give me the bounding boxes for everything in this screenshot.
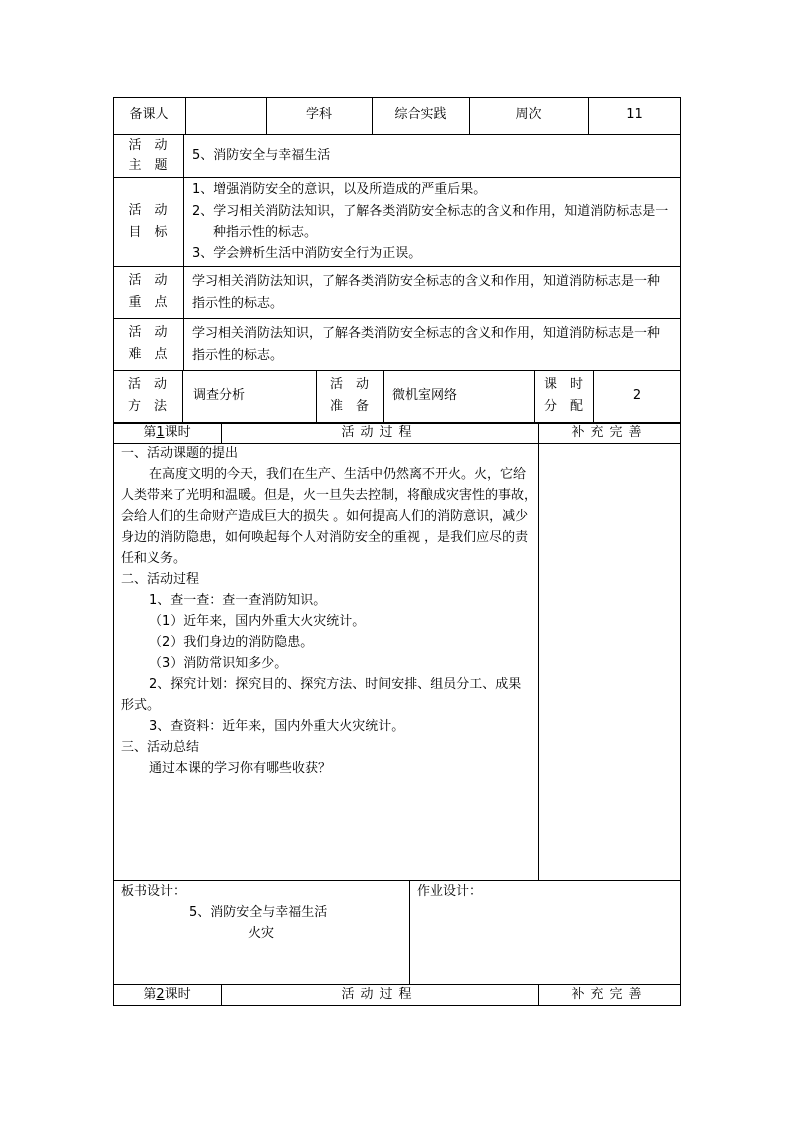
row-divider [113,318,681,319]
goal-line: 1、增强消防安全的意识，以及所造成的严重后果。 [192,182,487,197]
lesson1-supplement-label: 补充完善 [571,425,648,440]
theme-label: 主 题 [128,158,168,173]
key-points-line: 学习相关消防法知识，了解各类消防安全标志的含义和作用，知道消防标志是一种 [192,274,661,289]
key-points-label: 重 点 [128,295,168,310]
design-block [113,880,681,985]
difficulties-line: 学习相关消防法知识，了解各类消防安全标志的含义和作用，知道消防标志是一种 [192,326,661,341]
homework-design-label: 作业设计： [417,884,483,899]
lesson2-process-label: 活动过程 [341,987,418,1002]
lesson1-number-label: 第1课时 [143,425,191,440]
process-line: 身边的消防隐患，如何唤起每个人对消防安全的重视 ，是我们应尽的责 [121,530,529,545]
board-design-line: 火灾 [248,926,275,941]
process-line: 二、活动过程 [121,572,200,587]
lesson1-number: 1 [156,425,165,440]
col-divider [538,443,539,881]
goal-line: 2、学习相关消防法知识，了解各类消防安全标志的含义和作用，知道消防标志是一 [192,204,669,219]
process-line: （1）近年来，国内外重大火灾统计。 [149,614,366,629]
subject-label: 学科 [305,107,332,122]
difficulties-line: 指示性的标志。 [192,348,284,363]
process-line: （3）消防常识知多少。 [149,656,288,671]
goals-label: 目 标 [128,225,168,240]
prep-label: 准 备 [329,399,369,414]
theme-label: 活 动 [128,138,168,153]
key-points-line: 指示性的标志。 [192,296,284,311]
row-divider [113,266,681,267]
process-line: 一、活动课题的提出 [121,446,239,461]
goals-label: 活 动 [128,203,168,218]
process-line: 2、探究计划：探究目的、探究方法、时间安排、组员分工、成果 [149,677,522,692]
method-label: 活 动 [127,377,167,392]
process-line: 会给人们的生命财产造成巨大的损失 。如何提高人们的消防意识，减少 [121,509,529,524]
method-value: 调查分析 [193,388,246,403]
difficulties-label: 难 点 [128,347,168,362]
process-line: 3、查资料：近年来，国内外重大火灾统计。 [149,719,405,734]
goal-line: 3、学会辨析生活中消防安全行为正误。 [192,246,422,261]
difficulties-label: 活 动 [128,325,168,340]
process-line: 任和义务。 [121,551,187,566]
row-divider [113,370,681,371]
process-line: 人类带来了光明和温暖。但是，火一旦失去控制，将酿成灾害性的事故， [121,488,538,503]
board-design-label: 板书设计： [121,884,187,899]
col-divider [185,97,186,134]
week-value: 11 [626,107,643,122]
preparer-label: 备课人 [129,107,169,122]
hours-label: 分 配 [543,399,583,414]
prep-label: 活 动 [329,377,369,392]
process-line: （2）我们身边的消防隐患。 [149,635,314,650]
col-divider [183,134,184,370]
col-divider [182,370,183,423]
key-points-label: 活 动 [128,273,168,288]
col-divider [409,880,410,985]
hours-label: 课 时 [543,377,583,392]
method-label: 方 法 [127,399,167,414]
goal-line: 种指示性的标志。 [213,225,318,240]
process-line: 在高度文明的今天，我们在生产、生活中仍然离不开火。火，它给 [149,467,527,482]
col-divider [383,370,384,423]
prep-value: 微机室网络 [392,388,458,403]
process-line: 形式。 [121,698,161,713]
process-line: 三、活动总结 [121,740,200,755]
theme-value: 5、消防安全与幸福生活 [192,148,331,163]
hours-value: 2 [632,388,642,403]
process-line: 通过本课的学习你有哪些收获？ [149,761,332,776]
lesson2-supplement-label: 补充完善 [571,987,648,1002]
lesson2-number: 2 [156,987,165,1002]
process-line: 1、查一查：查一查消防知识。 [149,593,327,608]
row-divider [113,134,681,135]
lesson1-process-label: 活动过程 [341,425,418,440]
lesson2-number-label: 第2课时 [143,987,191,1002]
week-label: 周次 [515,107,542,122]
subject-value: 综合实践 [394,107,447,122]
row-divider [113,177,681,178]
board-design-line: 5、消防安全与幸福生活 [189,905,328,920]
